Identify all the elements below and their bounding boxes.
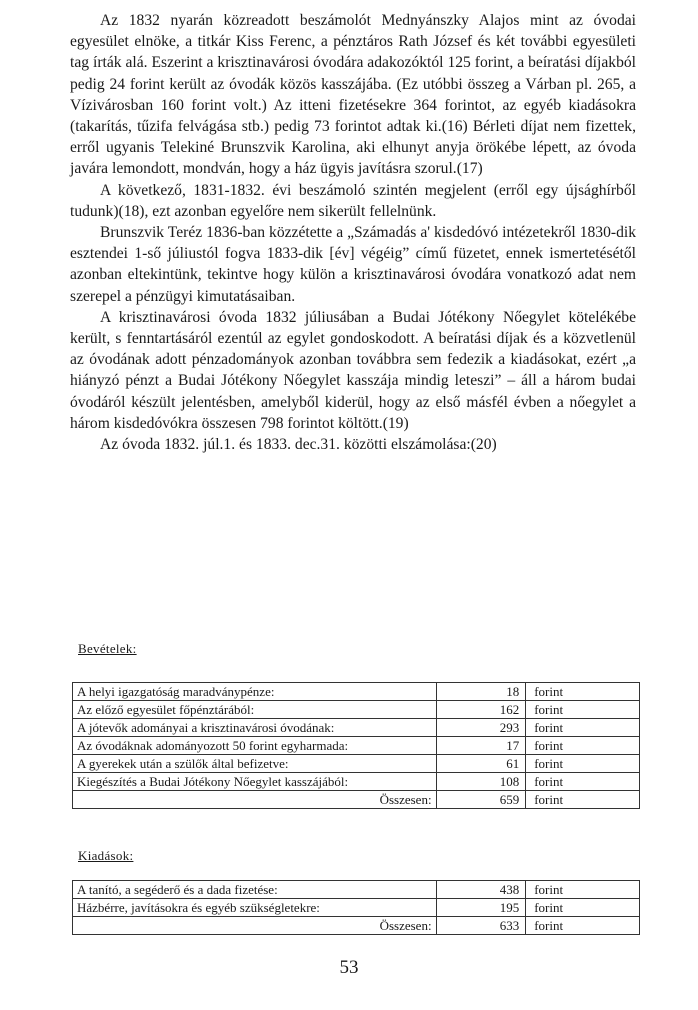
expense-desc: A tanító, a segéderő és a dada fizetése: [73,881,437,899]
expenses-total-label: Összesen: [73,917,437,935]
income-amount: 18 [436,683,526,701]
table-total-row [73,917,640,935]
expense-unit: forint [526,899,640,917]
income-desc: Az óvodáknak adományozott 50 forint egyharmada: [73,737,437,755]
income-total-label: Összesen: [73,791,437,809]
table-row [73,683,640,701]
income-total-unit: forint [526,791,640,809]
paragraph-1: Az 1832 nyarán közreadott beszámolót Mednyánszky Alajos mint az óvodai egyesület elnöke, a titkár Kiss Ferenc, a pénztáros Rath József és két további egyesületi tag írták alá. Eszerint a krisztinavárosi óvodára adakozóktól 125 forint, a beíratási díjakból pedig 24 forint került az óvodák közös kasszájába. (Ez utóbbi összeg a Várban pl. 265, a Vízivárosban 160 forint volt.) Az itteni fizetésekre 364 forintot, az egyéb kiadásokra (takarítás, tűzifa felvágása stb.) pedig 73 forintot adtak ki.(16) Bérleti díjat nem fizettek, erről ugyanis Telekiné Brunszvik Karolina, aki elhunyt anyja örökébe lépett, az óvoda javára lemondott, mondván, hogy a ház ügyis javításra szorul.(17) [70,12,636,178]
income-amount: 61 [436,755,526,773]
income-label: Bevételek: [78,641,137,656]
income-amount: 17 [436,737,526,755]
income-unit: forint [526,737,640,755]
paragraph-3: Brunszvik Teréz 1836-ban közzétette a „Számadás a' kisdedóvó intézetekről 1830-dik esztendei 1-ső júliustól fogva 1833-dik [év] végéig” című füzetet, ennek ismertetésétől azonban eltekintünk, tekintve hogy külön a krisztinavárosi óvodára vonatkozó adat nem szerepel a pénzügyi kimutatásaiban. [70,224,636,305]
income-unit: forint [526,701,640,719]
expenses-table [72,880,640,935]
income-unit: forint [526,719,640,737]
paragraph-2: A következő, 1831-1832. évi beszámoló szintén megjelent (erről egy újsághírből tudunk)(18), ezt azonban egyelőre nem sikerült fellelnünk. [70,181,636,220]
income-desc: Kiegészítés a Budai Jótékony Nőegylet kasszájából: [73,773,437,791]
table-row [73,773,640,791]
expense-amount: 438 [436,881,526,899]
income-unit: forint [526,683,640,701]
table-total-row [73,791,640,809]
table-row [73,737,640,755]
income-desc: Az előző egyesület főpénztárából: [73,701,437,719]
expenses-label: Kiadások: [78,848,134,863]
income-desc: A gyerekek után a szülők által befizetve: [73,755,437,773]
table-row [73,881,640,899]
income-unit: forint [526,755,640,773]
table-row [73,899,640,917]
income-amount: 162 [436,701,526,719]
table-row [73,719,640,737]
income-desc: A helyi igazgatóság maradványpénze: [73,683,437,701]
paragraph-4: A krisztinavárosi óvoda 1832 júliusában a Budai Jótékony Nőegylet kötelékébe került, s fenntartásáról ezentúl az egylet gondoskodott. A beíratási díjak és a közvetlenül az óvodának adott pénzadományok azonban továbbra sem fedezik a kiadásokat, ezért „a hiányzó pénzt a Budai Jótékony Nőegylet kasszája mindig leteszi” – áll a három budai óvodáról készült jelentésben, amelyből kiderül, hogy az első másfél évben a nőegylet a három kisdedóvókra összesen 798 forintot költött.(19) [70,308,636,432]
income-table [72,682,640,809]
expense-unit: forint [526,881,640,899]
page-number: 53 [339,957,359,978]
table-row [73,755,640,773]
expenses-total-unit: forint [526,917,640,935]
income-unit: forint [526,773,640,791]
body-text [70,10,636,455]
income-amount: 293 [436,719,526,737]
paragraph-5: Az óvoda 1832. júl.1. és 1833. dec.31. közötti elszámolása:(20) [100,436,497,454]
expense-amount: 195 [436,899,526,917]
income-total-amount: 659 [436,791,526,809]
expense-desc: Házbérre, javításokra és egyéb szükségletekre: [73,899,437,917]
expenses-total-amount: 633 [436,917,526,935]
income-desc: A jótevők adományai a krisztinavárosi óvodának: [73,719,437,737]
income-amount: 108 [436,773,526,791]
table-row [73,701,640,719]
